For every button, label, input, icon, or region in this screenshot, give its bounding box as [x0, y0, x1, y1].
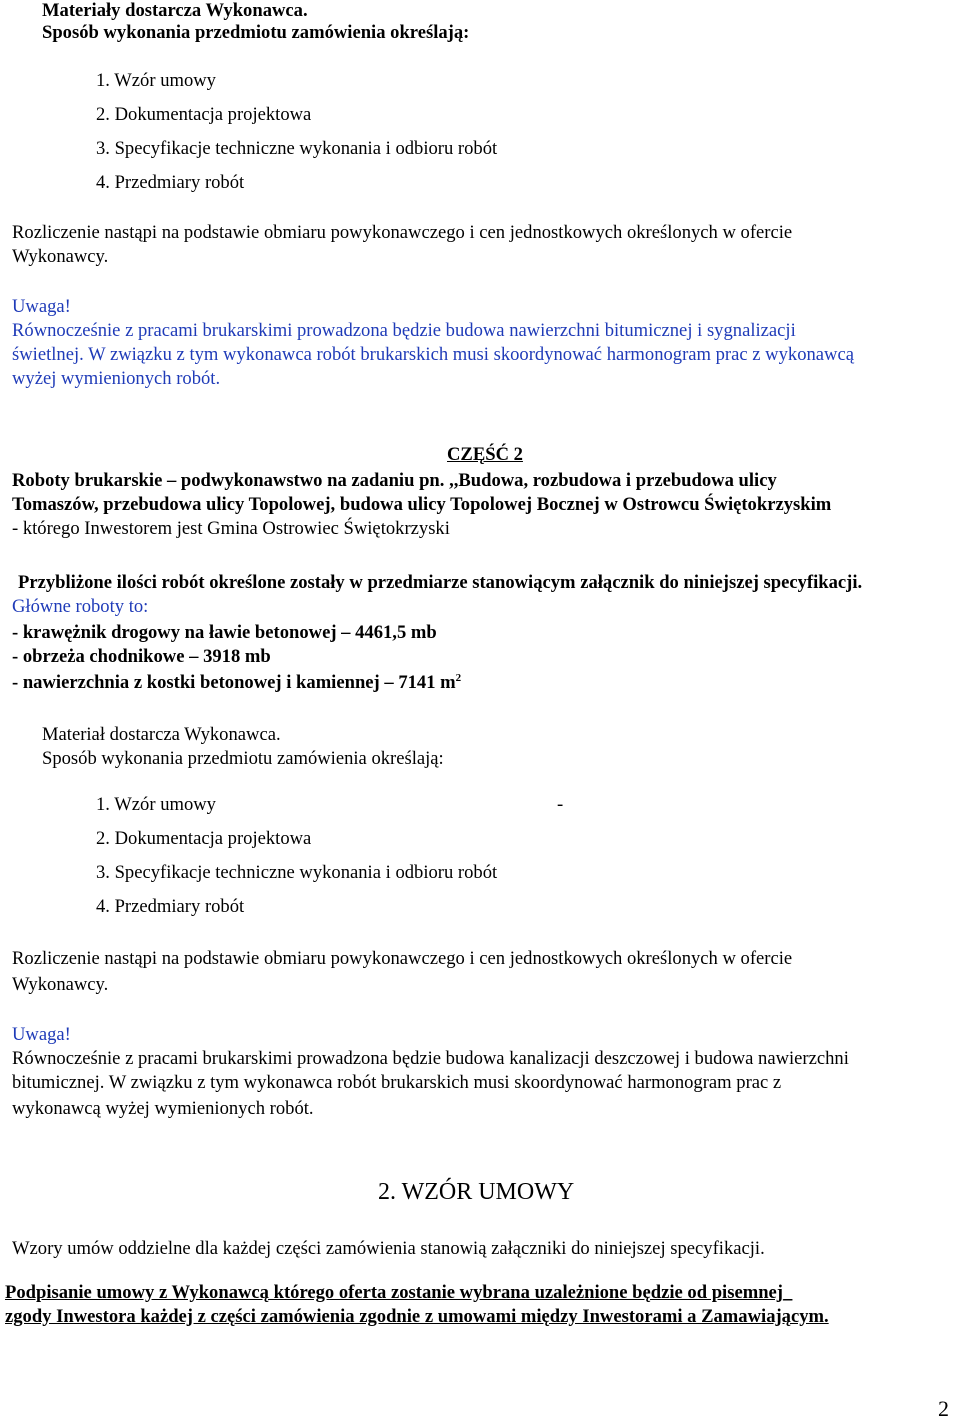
list-item: 3. Specyfikacje techniczne wykonania i odbioru robót: [96, 862, 498, 883]
materials-supplier: Materiał dostarcza Wykonawca.: [42, 724, 281, 745]
method-heading: Sposób wykonania przedmiotu zamówienia określają:: [42, 22, 470, 43]
part2-title: CZĘŚĆ 2: [447, 444, 523, 465]
method-heading: Sposób wykonania przedmiotu zamówienia określają:: [42, 748, 444, 769]
part2-description: Roboty brukarskie – podwykonawstwo na zadaniu pn. ,,Budowa, rozbudowa i przebudowa ulicy: [12, 470, 777, 491]
list-item: 2. Dokumentacja projektowa: [96, 104, 312, 125]
note-label: Uwaga!: [12, 1024, 71, 1045]
materials-supplier: Materiały dostarcza Wykonawca.: [42, 0, 308, 21]
approx-quantities: Przybliżone ilości robót określone zostały w przedmiarze stanowiącym załącznik do niniejszej specyfikacji.: [18, 572, 863, 593]
note-label: Uwaga!: [12, 296, 71, 317]
part2-description: Tomaszów, przebudowa ulicy Topolowej, budowa ulicy Topolowej Bocznej w Ostrowcu Świętokrzyskim: [12, 494, 832, 515]
signing-text: Podpisanie umowy z Wykonawcą którego oferta zostanie wybrana uzależnione będzie od pisemnej_: [5, 1282, 793, 1303]
note-text: bitumicznej. W związku z tym wykonawca robót brukarskich musi skoordynować harmonogram prac z: [12, 1072, 782, 1093]
main-works-label: Główne roboty to:: [12, 596, 149, 617]
page-number: 2: [938, 1396, 949, 1421]
list-item: 2. Dokumentacja projektowa: [96, 828, 312, 849]
superscript: 2: [455, 671, 462, 684]
work-item: - nawierzchnia z kostki betonowej i kamiennej – 7141 $m^2$: [12, 671, 462, 693]
note-text: wykonawcą wyżej wymienionych robót.: [12, 1098, 314, 1119]
section-title: 2. WZÓR UMOWY: [378, 1179, 575, 1205]
list-item: 3. Specyfikacje techniczne wykonania i odbioru robót: [96, 138, 498, 159]
list-item: 4. Przedmiary robót: [96, 896, 245, 917]
note-text: Równocześnie z pracami brukarskimi prowadzona będzie budowa kanalizacji deszczowej i budowa nawierzchni: [12, 1048, 849, 1069]
settlement-text: Rozliczenie nastąpi na podstawie obmiaru powykonawczego i cen jednostkowych określonych w ofercie: [12, 948, 793, 969]
list-item: 1. Wzór umowy: [96, 794, 216, 815]
settlement-text: Wykonawcy.: [12, 974, 109, 995]
list-item: 1. Wzór umowy: [96, 70, 216, 91]
note-text: wyżej wymienionych robót.: [12, 368, 221, 389]
work-item: - krawężnik drogowy na ławie betonowej – 4461,5 mb: [12, 622, 437, 643]
note-text: świetlnej. W związku z tym wykonawca robót brukarskich musi skoordynować harmonogram prac z wykonawcą: [12, 344, 854, 365]
part2-investor: - którego Inwestorem jest Gmina Ostrowiec Świętokrzyski: [12, 518, 450, 539]
settlement-text: Wykonawcy.: [12, 246, 109, 267]
settlement-text: Rozliczenie nastąpi na podstawie obmiaru powykonawczego i cen jednostkowych określonych w ofercie: [12, 222, 793, 243]
note-text: Równocześnie z pracami brukarskimi prowadzona będzie budowa nawierzchni bitumicznej i sygnalizacji: [12, 320, 796, 341]
contract-forms-text: Wzory umów oddzielne dla każdej części zamówienia stanowią załączniki do niniejszej specyfikacji.: [12, 1238, 765, 1259]
list-dash: -: [557, 794, 564, 815]
list-item: 4. Przedmiary robót: [96, 172, 245, 193]
work-item: - obrzeża chodnikowe – 3918 mb: [12, 646, 271, 667]
signing-text: zgody Inwestora każdej z części zamówienia zgodnie z umowami między Inwestorami a Zamawiającym.: [5, 1306, 829, 1327]
